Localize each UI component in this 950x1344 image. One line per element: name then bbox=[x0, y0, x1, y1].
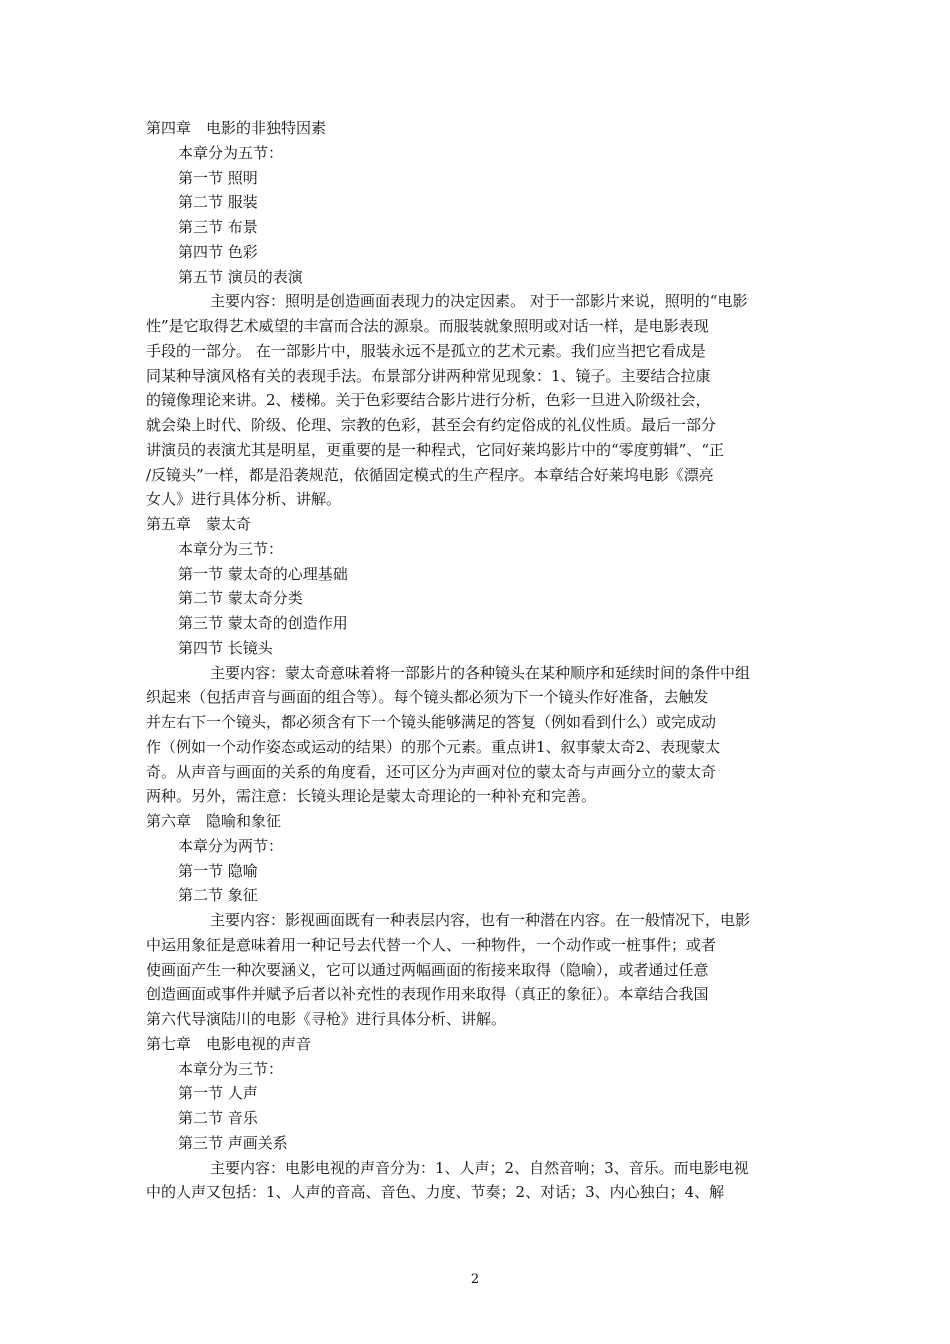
summary-line: 中运用象征是意味着用一种记号去代替一个人、一种物件，一个动作或一桩事件；或者 bbox=[146, 935, 717, 954]
chapter-title: 第七章 电影电视的声音 bbox=[146, 1034, 312, 1053]
chapter-summary bbox=[146, 289, 810, 512]
summary-line: 性”是它取得艺术威望的丰富而合法的源泉。而服装就象照明或对话一样，是电影表现 bbox=[146, 317, 709, 335]
section-item: 第二节 服装 bbox=[178, 193, 258, 212]
summary-line: 主要内容：影视画面既有一种表层内容，也有一种潜在内容。在一般情况下，电影 bbox=[210, 911, 751, 929]
section-item: 第一节 照明 bbox=[178, 168, 258, 187]
summary-line: 两种。另外，需注意：长镜头理论是蒙太奇理论的一种补充和完善。 bbox=[146, 787, 597, 806]
section-item: 第三节 布景 bbox=[178, 218, 258, 236]
summary-line: 同某种导演风格有关的表现手法。布景部分讲两种常见现象：1、镜子。主要结合拉康 bbox=[146, 366, 711, 385]
page-body bbox=[146, 116, 810, 1205]
chapter-5 bbox=[146, 512, 810, 809]
section-item: 第一节 蒙太奇的心理基础 bbox=[178, 564, 348, 583]
chapter-intro: 本章分为三节： bbox=[178, 539, 284, 558]
summary-line: 第六代导演陆川的电影《寻枪》进行具体分析、讲解。 bbox=[146, 1010, 507, 1028]
summary-line: /反镜头”一样，都是沿袭规范，依循固定模式的生产程序。本章结合好莱坞电影《漂亮 bbox=[146, 465, 714, 484]
summary-line: 手段的一部分。 在一部影片中，服装永远不是孤立的艺术元素。我们应当把它看成是 bbox=[146, 341, 706, 360]
chapter-intro: 本章分为三节： bbox=[178, 1059, 284, 1078]
section-item: 第一节 人声 bbox=[178, 1084, 258, 1103]
section-item: 第二节 蒙太奇分类 bbox=[178, 589, 303, 608]
chapter-6 bbox=[146, 809, 810, 1032]
section-item: 第二节 音乐 bbox=[178, 1109, 258, 1127]
section-item: 第五节 演员的表演 bbox=[178, 267, 303, 286]
chapter-7 bbox=[146, 1032, 810, 1205]
chapter-title: 第五章 蒙太奇 bbox=[146, 515, 252, 533]
section-item: 第三节 声画关系 bbox=[178, 1133, 288, 1152]
summary-line: 创造画面或事件并赋予后者以补充性的表现作用来取得（真正的象征）。本章结合我国 bbox=[146, 985, 709, 1004]
summary-line: 主要内容：蒙太奇意味着将一部影片的各种镜头在某种顺序和延续时间的条件中组 bbox=[210, 663, 751, 682]
summary-line: 女人》进行具体分析、讲解。 bbox=[146, 490, 342, 509]
section-item: 第四节 色彩 bbox=[178, 242, 258, 261]
section-item: 第四节 长镜头 bbox=[178, 638, 273, 657]
section-item: 第三节 蒙太奇的创造作用 bbox=[178, 614, 348, 632]
chapter-title: 第六章 隐喻和象征 bbox=[146, 812, 282, 830]
chapter-4 bbox=[146, 116, 810, 512]
summary-line: 织起来（包括声音与画面的组合等）。每个镜头都必须为下一个镜头作好准备，去触发 bbox=[146, 688, 709, 707]
summary-line: 使画面产生一种次要涵义，它可以通过两幅画面的衔接来取得（隐喻），或者通过任意 bbox=[146, 960, 709, 979]
chapter-title: 第四章 电影的非独特因素 bbox=[146, 119, 327, 137]
summary-line: 主要内容：电影电视的声音分为：1、人声；2、自然音响；3、音乐。而电影电视 bbox=[210, 1158, 749, 1177]
page-number: 2 bbox=[470, 1272, 480, 1287]
summary-line: 讲演员的表演尤其是明星，更重要的是一种程式，它同好莱坞影片中的“零度剪辑”、“正 bbox=[146, 440, 725, 459]
summary-line: 奇。从声音与画面的关系的角度看，还可区分为声画对位的蒙太奇与声画分立的蒙太奇 bbox=[146, 762, 717, 781]
summary-line: 就会染上时代、阶级、伦理、宗教的色彩，甚至会有约定俗成的礼仪性质。最后一部分 bbox=[146, 416, 717, 434]
chapter-intro: 本章分为五节： bbox=[178, 143, 284, 162]
summary-line: 的镜像理论来讲。2、楼梯。关于色彩要结合影片进行分析，色彩一旦进入阶级社会， bbox=[146, 391, 711, 410]
section-item: 第二节 象征 bbox=[178, 886, 258, 905]
summary-line: 中的人声又包括：1、人声的音高、音色、力度、节奏；2、对话；3、内心独白；4、解 bbox=[146, 1183, 725, 1202]
summary-line: 并左右下一个镜头，都必须含有下一个镜头能够满足的答复（例如看到什么）或完成动 bbox=[146, 713, 717, 731]
chapter-summary bbox=[146, 661, 810, 810]
summary-line: 作（例如一个动作姿态或运动的结果）的那个元素。重点讲1、叙事蒙太奇2、表现蒙太 bbox=[146, 737, 721, 756]
summary-line: 主要内容：照明是创造画面表现力的决定因素。 对于一部影片来说，照明的“电影 bbox=[210, 292, 748, 311]
section-item: 第一节 隐喻 bbox=[178, 861, 258, 880]
chapter-intro: 本章分为两节： bbox=[178, 836, 284, 855]
chapter-summary bbox=[146, 908, 810, 1032]
chapter-summary bbox=[146, 1156, 810, 1206]
